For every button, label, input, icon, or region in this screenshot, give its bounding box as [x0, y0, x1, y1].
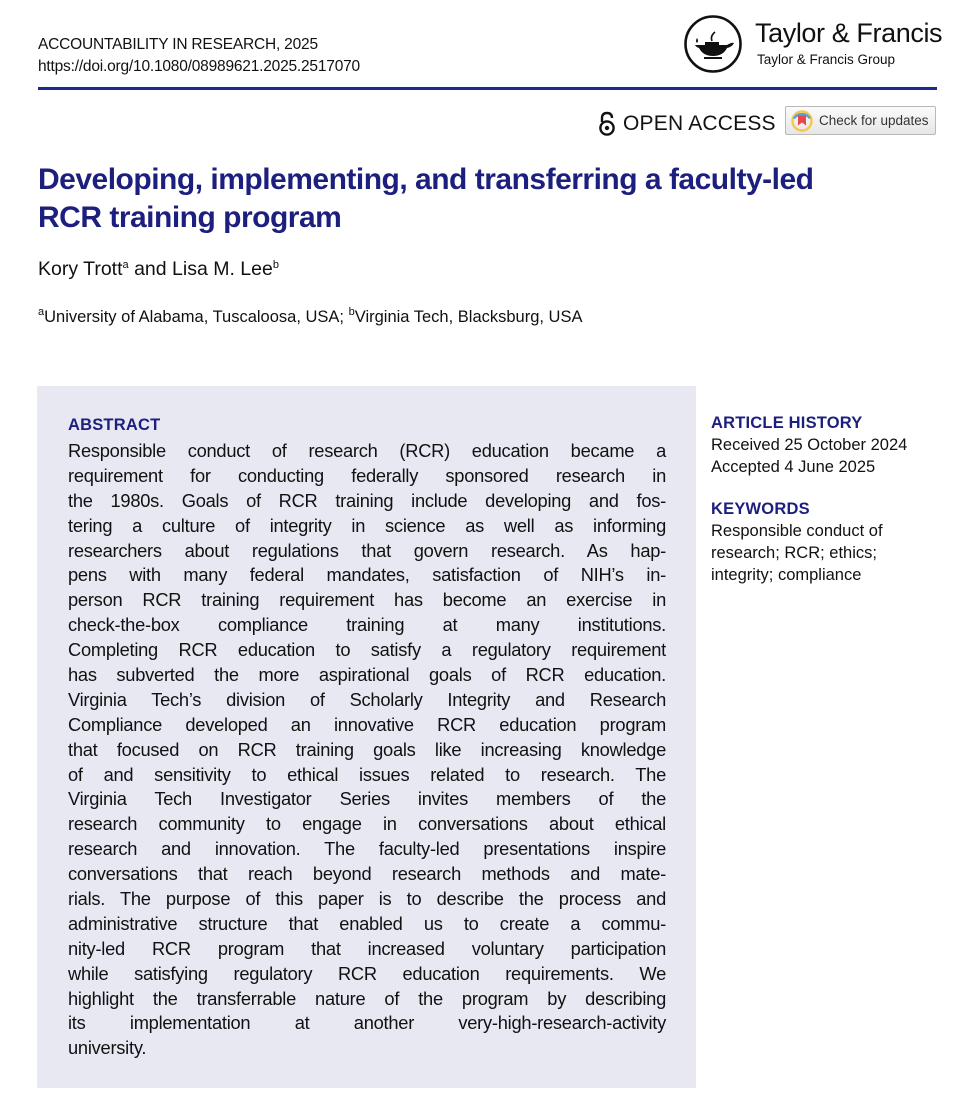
affiliation-mark: a [38, 306, 45, 318]
publisher-logo [683, 14, 943, 76]
abstract-line: Responsible conduct of research (RCR) education became a [68, 440, 666, 461]
abstract-line: tering a culture of integrity in science as well as informing [68, 514, 666, 536]
abstract-line: Completing RCR education to satisfy a regulatory requirement [68, 639, 666, 661]
abstract-line: that focused on RCR training goals like increasing knowledge [68, 738, 666, 760]
abstract-heading: ABSTRACT [68, 416, 161, 434]
abstract-line: while satisfying regulatory RCR education requirements. We [68, 962, 666, 984]
abstract-box [37, 386, 696, 1088]
abstract-line: requirement for conducting federally sponsored research in [68, 464, 666, 486]
crossmark-icon [791, 110, 813, 132]
affiliation-mark: a [122, 259, 129, 271]
abstract-body [68, 439, 666, 1061]
author-name[interactable]: Lisa M. Lee [172, 258, 273, 280]
journal-header [38, 34, 360, 78]
affiliation-mark: b [348, 306, 355, 318]
abstract-line: has subverted the more aspirational goals of RCR education. [68, 664, 666, 686]
title-line-1: Developing, implementing, and transferring a faculty-led [38, 163, 814, 196]
author-name[interactable]: Kory Trott [38, 258, 123, 280]
abstract-line: check-the-box compliance training at many institutions. [68, 614, 666, 636]
header-rule [38, 87, 937, 90]
abstract-line: the 1980s. Goals of RCR training include developing and fos- [68, 489, 666, 511]
article-history-heading: ARTICLE HISTORY [711, 414, 863, 432]
abstract-line: research community to engage in conversations about ethical [68, 813, 666, 835]
abstract-line: its implementation at another very-high-research-activity [68, 1012, 666, 1034]
abstract-line: researchers about regulations that govern research. As hap- [68, 539, 666, 561]
keywords-line: research; RCR; ethics; [711, 544, 877, 562]
author-list [38, 258, 279, 281]
abstract-line: highlight the transferrable nature of the program by describing [68, 987, 666, 1009]
abstract-line: Virginia Tech’s division of Scholarly Integrity and Research [68, 688, 666, 710]
accepted-date: Accepted 4 June 2025 [711, 458, 876, 476]
abstract-line: university. [68, 1037, 147, 1059]
abstract-line: Virginia Tech Investigator Series invites members of the [68, 788, 666, 810]
abstract-line: administrative structure that enabled us to create a commu- [68, 912, 666, 934]
publisher-group: Taylor & Francis Group [757, 52, 896, 67]
abstract-line: pens with many federal mandates, satisfaction of NIH’s in- [68, 564, 666, 586]
publisher-name: Taylor & Francis [755, 18, 943, 48]
title-line-2: RCR training program [38, 201, 342, 234]
affiliation-mark: b [272, 259, 279, 271]
article-title [38, 161, 938, 237]
open-access-label: OPEN ACCESS [623, 112, 776, 135]
keywords-heading: KEYWORDS [711, 500, 810, 518]
author-joiner: and [128, 258, 173, 280]
keywords-line: integrity; compliance [711, 566, 862, 584]
check-for-updates-button[interactable] [785, 106, 936, 135]
open-lock-icon [598, 111, 616, 137]
affiliation-text: University of Alabama, Tuscaloosa, USA; [44, 308, 345, 326]
check-for-updates-label: Check for updates [819, 113, 929, 128]
abstract-line: nity-led RCR program that increased voluntary participation [68, 937, 666, 959]
abstract-line: rials. The purpose of this paper is to describe the process and [68, 888, 666, 910]
article-sidebar [711, 412, 961, 586]
oil-lamp-icon [683, 14, 743, 74]
abstract-line: Compliance developed an innovative RCR education program [68, 713, 666, 735]
doi-link[interactable]: https://doi.org/10.1080/08989621.2025.2517070 [38, 58, 360, 75]
abstract-line: research and innovation. The faculty-led presentations inspire [68, 838, 666, 860]
abstract-line: of and sensitivity to ethical issues related to research. The [68, 763, 666, 785]
affiliation-text: Virginia Tech, Blacksburg, USA [354, 308, 583, 326]
journal-name: ACCOUNTABILITY IN RESEARCH, 2025 [38, 36, 318, 53]
affiliations [38, 308, 583, 327]
open-access-badge [598, 110, 776, 138]
abstract-line: conversations that reach beyond research methods and mate- [68, 863, 666, 885]
received-date: Received 25 October 2024 [711, 436, 908, 454]
keywords-line: Responsible conduct of [711, 522, 883, 540]
abstract-line: person RCR training requirement has become an exercise in [68, 589, 666, 611]
